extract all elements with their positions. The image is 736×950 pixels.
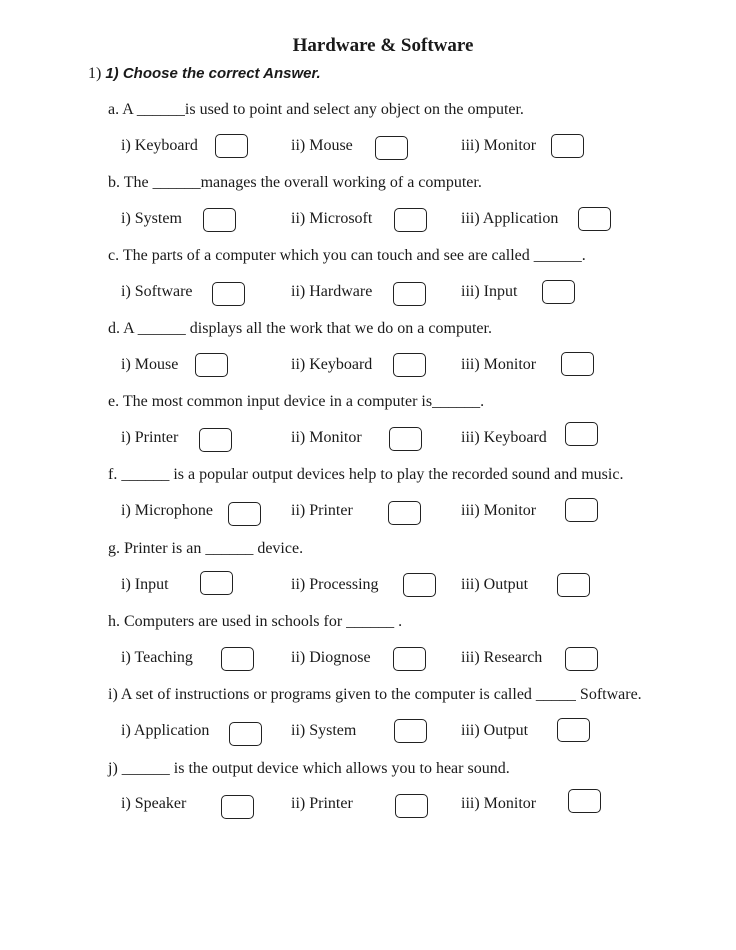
answer-box-a-3[interactable] [551,134,584,158]
option-b-3: iii) Application [461,210,559,227]
option-i-3: iii) Output [461,722,529,739]
option-c-1: i) Software [121,283,193,300]
answer-box-f-3[interactable] [565,498,598,522]
option-f-1: i) Microphone [121,502,213,519]
option-h-3: iii) Research [461,649,543,666]
option-i-2: ii) System [291,722,357,739]
answer-box-g-1[interactable] [200,571,233,595]
question-f: f. ______ is a popular output devices help to play the recorded sound and music. [108,466,624,483]
option-c-3: iii) Input [461,283,518,300]
option-c-2: ii) Hardware [291,283,373,300]
answer-box-h-1[interactable] [221,647,254,671]
answer-box-h-2[interactable] [393,647,426,671]
answer-box-c-2[interactable] [393,282,426,306]
answer-box-b-3[interactable] [578,207,611,231]
page-title: Hardware & Software [292,35,474,56]
question-g: g. Printer is an ______ device. [108,540,304,557]
option-j-3: iii) Monitor [461,795,537,812]
answer-box-h-3[interactable] [565,647,598,671]
option-a-3: iii) Monitor [461,137,537,154]
answer-box-b-1[interactable] [203,208,236,232]
option-d-1: i) Mouse [121,356,179,373]
answer-box-b-2[interactable] [394,208,427,232]
option-g-2: ii) Processing [291,576,379,593]
answer-box-e-1[interactable] [199,428,232,452]
option-e-2: ii) Monitor [291,429,362,446]
answer-box-a-2[interactable] [375,136,408,160]
option-f-3: iii) Monitor [461,502,537,519]
option-d-3: iii) Monitor [461,356,537,373]
answer-box-c-3[interactable] [542,280,575,304]
option-j-1: i) Speaker [121,795,187,812]
answer-box-g-2[interactable] [403,573,436,597]
option-b-2: ii) Microsoft [291,210,373,227]
option-e-1: i) Printer [121,429,179,446]
option-a-1: i) Keyboard [121,137,198,154]
question-c: c. The parts of a computer which you can touch and see are called ______. [108,247,586,264]
answer-box-e-3[interactable] [565,422,598,446]
option-f-2: ii) Printer [291,502,353,519]
answer-box-d-2[interactable] [393,353,426,377]
option-h-1: i) Teaching [121,649,193,666]
option-d-2: ii) Keyboard [291,356,373,373]
option-g-3: iii) Output [461,576,529,593]
answer-box-d-1[interactable] [195,353,228,377]
answer-box-f-1[interactable] [228,502,261,526]
option-a-2: ii) Mouse [291,137,353,154]
answer-box-j-3[interactable] [568,789,601,813]
answer-box-e-2[interactable] [389,427,422,451]
question-i: i) A set of instructions or programs given to the computer is called _____ Software. [108,686,642,703]
option-h-2: ii) Diognose [291,649,371,666]
question-a: a. A ______is used to point and select any object on the omputer. [108,101,524,118]
answer-box-a-1[interactable] [215,134,248,158]
answer-box-f-2[interactable] [388,501,421,525]
section-label: 1) Choose the correct Answer. [105,65,321,82]
option-b-1: i) System [121,210,182,227]
answer-box-j-2[interactable] [395,794,428,818]
answer-box-j-1[interactable] [221,795,254,819]
answer-box-i-2[interactable] [394,719,427,743]
section-heading [88,65,321,83]
answer-box-i-3[interactable] [557,718,590,742]
question-h: h. Computers are used in schools for ______ . [108,613,403,630]
section-number: 1) [88,65,102,82]
answer-box-g-3[interactable] [557,573,590,597]
answer-box-d-3[interactable] [561,352,594,376]
question-b: b. The ______manages the overall working of a computer. [108,174,482,191]
question-d: d. A ______ displays all the work that we do on a computer. [108,320,492,337]
option-j-2: ii) Printer [291,795,353,812]
question-e: e. The most common input device in a computer is______. [108,393,485,410]
option-g-1: i) Input [121,576,169,593]
answer-box-i-1[interactable] [229,722,262,746]
option-e-3: iii) Keyboard [461,429,547,446]
question-j: j) ______ is the output device which allows you to hear sound. [108,760,510,777]
answer-box-c-1[interactable] [212,282,245,306]
option-i-1: i) Application [121,722,210,739]
